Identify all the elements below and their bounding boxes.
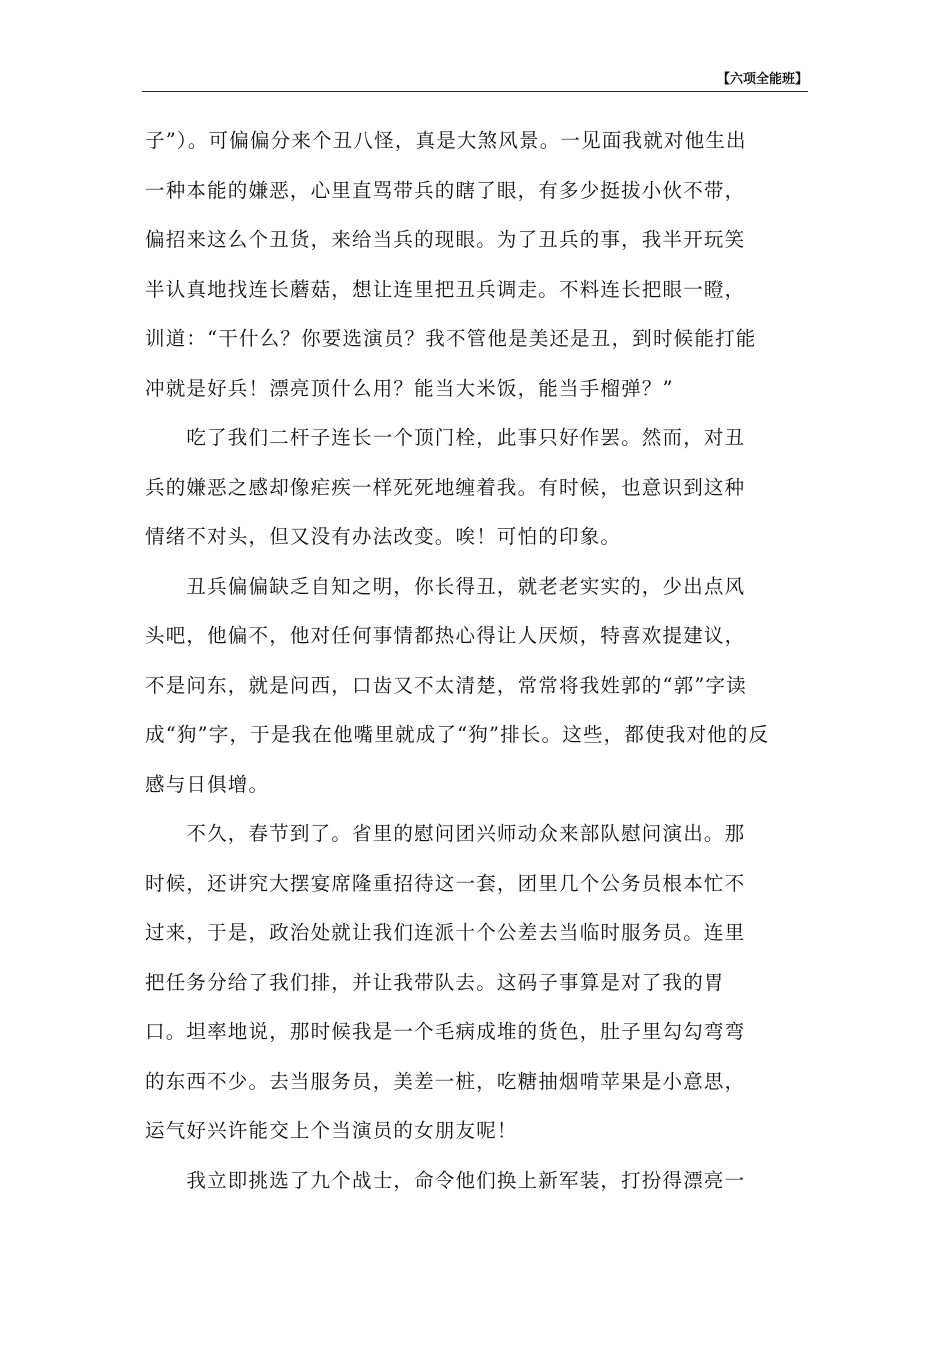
text-line: 时候，还讲究大摆宴席隆重招待这一套，团里几个公务员根本忙不 (145, 871, 746, 895)
text-line: 一种本能的嫌恶，心里直骂带兵的瞎了眼，有多少挺拔小伙不带， (145, 178, 746, 202)
text-line: 不久，春节到了。省里的慰问团兴师动众来部队慰问演出。那 (145, 822, 746, 845)
text-line: 成“狗”字，于是我在他嘴里就成了“狗”排长。这些，都使我对他的反 (145, 723, 770, 746)
text-line: 我立即挑选了九个战士，命令他们换上新军装，打扮得漂亮一 (145, 1168, 746, 1192)
text-line: 兵的嫌恶之感却像疟疾一样死死地缠着我。有时候，也意识到这种 (145, 475, 746, 499)
text-line: 不是问东，就是问西，口齿又不太清楚，常常将我姓郭的“郭”字读 (145, 673, 747, 697)
text-line: 偏招来这么个丑货，来给当兵的现眼。为了丑兵的事，我半开玩笑 (145, 228, 746, 251)
text-line: 训道：“干什么？你要选演员？我不管他是美还是丑，到时候能打能 (145, 327, 757, 350)
text-line: 口。坦率地说，那时候我是一个毛病成堆的货色，肚子里勾勾弯弯 (145, 1020, 746, 1043)
text-line: 半认真地找连长蘑菇，想让连里把丑兵调走。不料连长把眼一瞪， (145, 277, 746, 301)
text-line: 运气好兴许能交上个当演员的女朋友呢！ (145, 1119, 518, 1142)
text-line: 的东西不少。去当服务员，美差一桩，吃糖抽烟啃苹果是小意思， (145, 1069, 746, 1093)
text-line: 把任务分给了我们排，并让我带队去。这码子事算是对了我的胃 (145, 970, 725, 994)
text-line: 情绪不对头，但又没有办法改变。唉！可怕的印象。 (145, 525, 622, 548)
text-line: 子”）。可偏偏分来个丑八怪，真是大煞风景。一见面我就对他生出 (145, 129, 747, 152)
text-line: 过来，于是，政治处就让我们连派十个公差去当临时服务员。连里 (145, 921, 746, 944)
header-label: 【六项全能班】 (716, 72, 808, 87)
text-line: 冲就是好兵！漂亮顶什么用？能当大米饭，能当手榴弹？” (145, 376, 674, 400)
text-line: 吃了我们二杆子连长一个顶门栓，此事只好作罢。然而，对丑 (145, 426, 746, 449)
document-body (145, 123, 810, 1212)
text-line: 头吧，他偏不，他对任何事情都热心得让人厌烦，特喜欢提建议， (145, 624, 746, 647)
text-line: 丑兵偏偏缺乏自知之明，你长得丑，就老老实实的，少出点风 (145, 574, 746, 598)
page-header (142, 66, 808, 92)
text-line: 感与日俱增。 (145, 772, 270, 796)
